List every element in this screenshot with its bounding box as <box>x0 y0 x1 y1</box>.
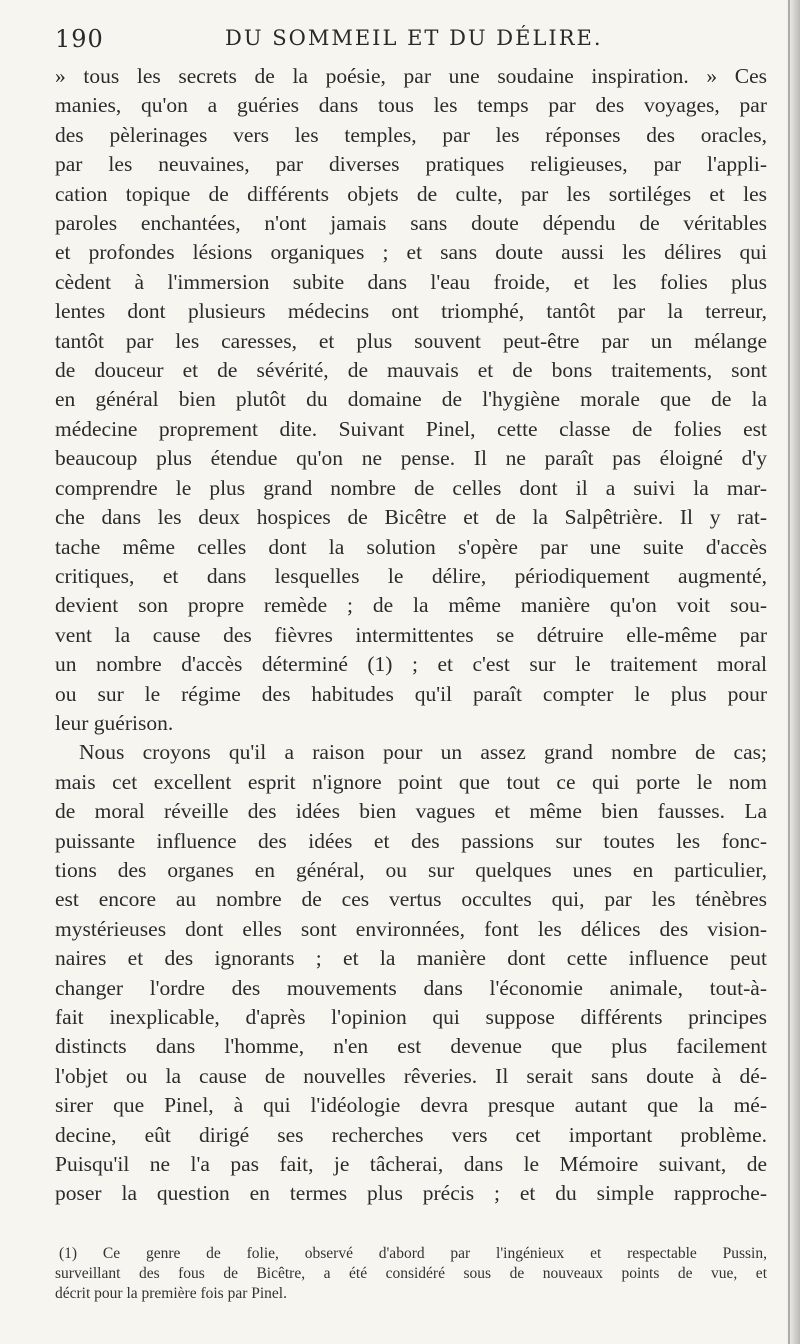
body-line: paroles enchantées, n'ont jamais sans doute dépendu de véritables <box>55 211 767 236</box>
footnote-line: (1) Ce genre de folie, observé d'abord par l'ingénieux et respectable Pussin, <box>59 1245 767 1262</box>
body-line: ou sur le régime des habitudes qu'il paraît compter le plus pour <box>55 681 767 706</box>
body-line: vent la cause des fièvres intermittentes se détruire elle-même par <box>55 622 767 647</box>
body-line: critiques, et dans lesquelles le délire, périodiquement augmenté, <box>55 563 767 588</box>
page-header <box>55 22 775 62</box>
footnote-line: surveillant des fous de Bicêtre, a été considéré sous de nouveaux points de vue, et <box>55 1265 767 1282</box>
body-line: che dans les deux hospices de Bicêtre et de la Salpêtrière. Il y rat- <box>55 505 767 530</box>
body-line: l'objet ou la cause de nouvelles rêveries. Il serait sans doute à dé- <box>55 1063 767 1088</box>
body-line: cèdent à l'immersion subite dans l'eau froide, et les folies plus <box>55 269 767 294</box>
body-line: » tous les secrets de la poésie, par une soudaine inspiration. » Ces <box>55 64 767 88</box>
page-number: 190 <box>55 25 104 53</box>
body-line: leur guérison. <box>55 710 174 735</box>
body-line: mystérieuses dont elles sont environnées, font les délices des vision- <box>55 916 767 941</box>
body-line: comprendre le plus grand nombre de celles dont il a suivi la mar- <box>55 475 767 500</box>
body-line: cation topique de différents objets de culte, par les sortiléges et les <box>55 181 767 206</box>
body-line: lentes dont plusieurs médecins ont triomphé, tantôt par la terreur, <box>55 299 767 324</box>
body-line: et profondes lésions organiques ; et sans doute aussi les délires qui <box>55 240 767 265</box>
body-line: de douceur et de sévérité, de mauvais et de bons traitements, sont <box>55 358 767 383</box>
footnote <box>55 1244 767 1304</box>
body-line: Nous croyons qu'il a raison pour un assez grand nombre de cas; <box>79 740 767 765</box>
body-line: poser la question en termes plus précis ; et du simple rapproche- <box>55 1181 767 1206</box>
body-line: tions des organes en général, ou sur quelques unes en particulier, <box>55 857 767 882</box>
body-line: decine, eût dirigé ses recherches vers cet important problème. <box>55 1122 767 1147</box>
body-line: distincts dans l'homme, n'en est devenue que plus facilement <box>55 1034 767 1059</box>
body-text <box>55 62 767 1209</box>
body-line: tache même celles dont la solution s'opère par une suite d'accès <box>55 534 767 559</box>
running-title: DU SOMMEIL ET DU DÉLIRE. <box>225 26 603 50</box>
body-line: sirer que Pinel, à qui l'idéologie devra presque autant que la mé- <box>55 1093 767 1118</box>
body-line: par les neuvaines, par diverses pratiques religieuses, par l'appli- <box>55 152 767 177</box>
body-line: Puisqu'il ne l'a pas fait, je tâcherai, dans le Mémoire suivant, de <box>55 1152 767 1177</box>
body-line: changer l'ordre des mouvements dans l'économie animale, tout-à- <box>55 975 767 1000</box>
body-line: des pèlerinages vers les temples, par les réponses des oracles, <box>55 122 767 147</box>
body-line: naires et des ignorants ; et la manière dont cette influence peut <box>55 946 767 971</box>
body-line: fait inexplicable, d'après l'opinion qui suppose différents principes <box>55 1005 767 1029</box>
body-line: beaucoup plus étendue qu'on ne pense. Il ne paraît pas éloigné d'y <box>55 446 767 471</box>
body-line: en général bien plutôt du domaine de l'hygiène morale que de la <box>55 387 767 412</box>
page-edge-line <box>788 0 790 1344</box>
body-line: tantôt par les caresses, et plus souvent peut-être par un mélange <box>55 328 767 353</box>
body-line: manies, qu'on a guéries dans tous les temps par des voyages, par <box>55 93 767 118</box>
body-line: de moral réveille des idées bien vagues et même bien fausses. La <box>55 799 767 824</box>
body-line: est encore au nombre de ces vertus occultes qui, par les ténèbres <box>55 887 767 912</box>
body-line: puissante influence des idées et des passions sur toutes les fonc- <box>55 828 767 853</box>
body-line: devient son propre remède ; de la même manière qu'on voit sou- <box>55 593 767 618</box>
footnote-line: décrit pour la première fois par Pinel. <box>55 1285 287 1302</box>
body-line: médecine proprement dite. Suivant Pinel, cette classe de folies est <box>55 416 767 441</box>
body-line: un nombre d'accès déterminé (1) ; et c'est sur le traitement moral <box>55 652 767 677</box>
body-line: mais cet excellent esprit n'ignore point que tout ce qui porte le nom <box>55 769 767 794</box>
